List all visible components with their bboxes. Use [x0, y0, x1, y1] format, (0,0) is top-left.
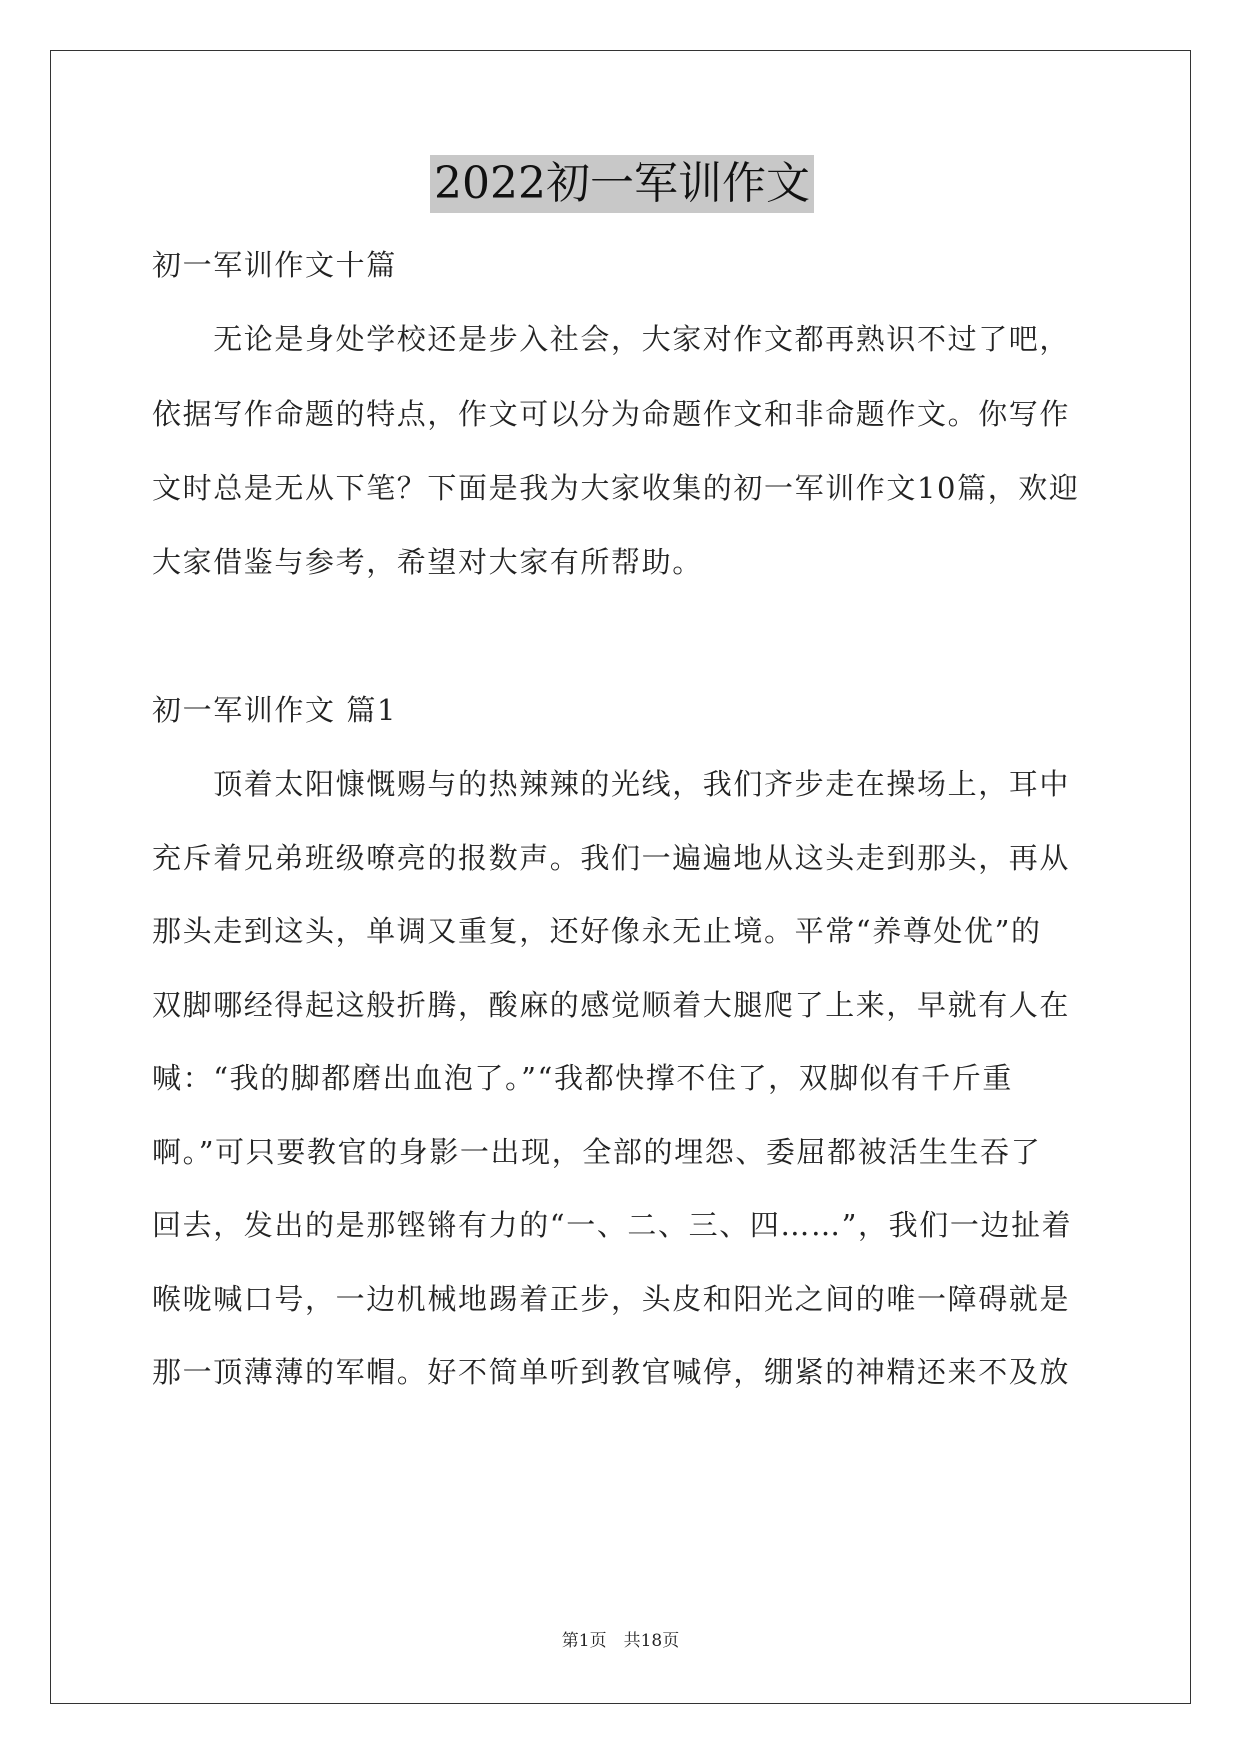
page-border: [50, 50, 1191, 1704]
body-line: 回去，发出的是那铿锵有力的“一、二、三、四……”，我们一边扯着: [152, 1208, 1073, 1242]
intro-line: 文时总是无从下笔？下面是我为大家收集的初一军训作文10篇，欢迎: [152, 471, 1080, 505]
intro-line: 大家借鉴与参考，希望对大家有所帮助。: [152, 545, 703, 579]
document-subtitle: 初一军训作文十篇: [152, 248, 397, 282]
body-line: 充斥着兄弟班级嘹亮的报数声。我们一遍遍地从这头走到那头，再从: [152, 841, 1071, 875]
body-line: 那一顶薄薄的军帽。好不简单听到教官喊停，绷紧的神精还来不及放: [152, 1355, 1071, 1389]
section-heading: 初一军训作文 篇1: [152, 693, 398, 727]
intro-line: 无论是身处学校还是步入社会，大家对作文都再熟识不过了吧，: [152, 322, 1071, 356]
intro-line: 依据写作命题的特点，作文可以分为命题作文和非命题作文。你写作: [152, 397, 1071, 431]
body-line: 喉咙喊口号，一边机械地踢着正步，头皮和阳光之间的唯一障碍就是: [152, 1282, 1071, 1316]
body-line: 啊。”可只要教官的身影一出现，全部的埋怨、委屈都被活生生吞了: [152, 1135, 1042, 1169]
body-line: 顶着太阳慷慨赐与的热辣辣的光线，我们齐步走在操场上，耳中: [152, 767, 1071, 801]
body-line: 双脚哪经得起这般折腾，酸麻的感觉顺着大腿爬了上来，早就有人在: [152, 988, 1071, 1022]
body-line: 那头走到这头，单调又重复，还好像永无止境。平常“养尊处优”的: [152, 914, 1042, 948]
body-line: 喊：“我的脚都磨出血泡了。”“我都快撑不住了，双脚似有千斤重: [152, 1061, 1013, 1095]
document-title: 2022初一军训作文: [430, 155, 814, 213]
page-footer: 第1页 共18页: [561, 1631, 680, 1651]
